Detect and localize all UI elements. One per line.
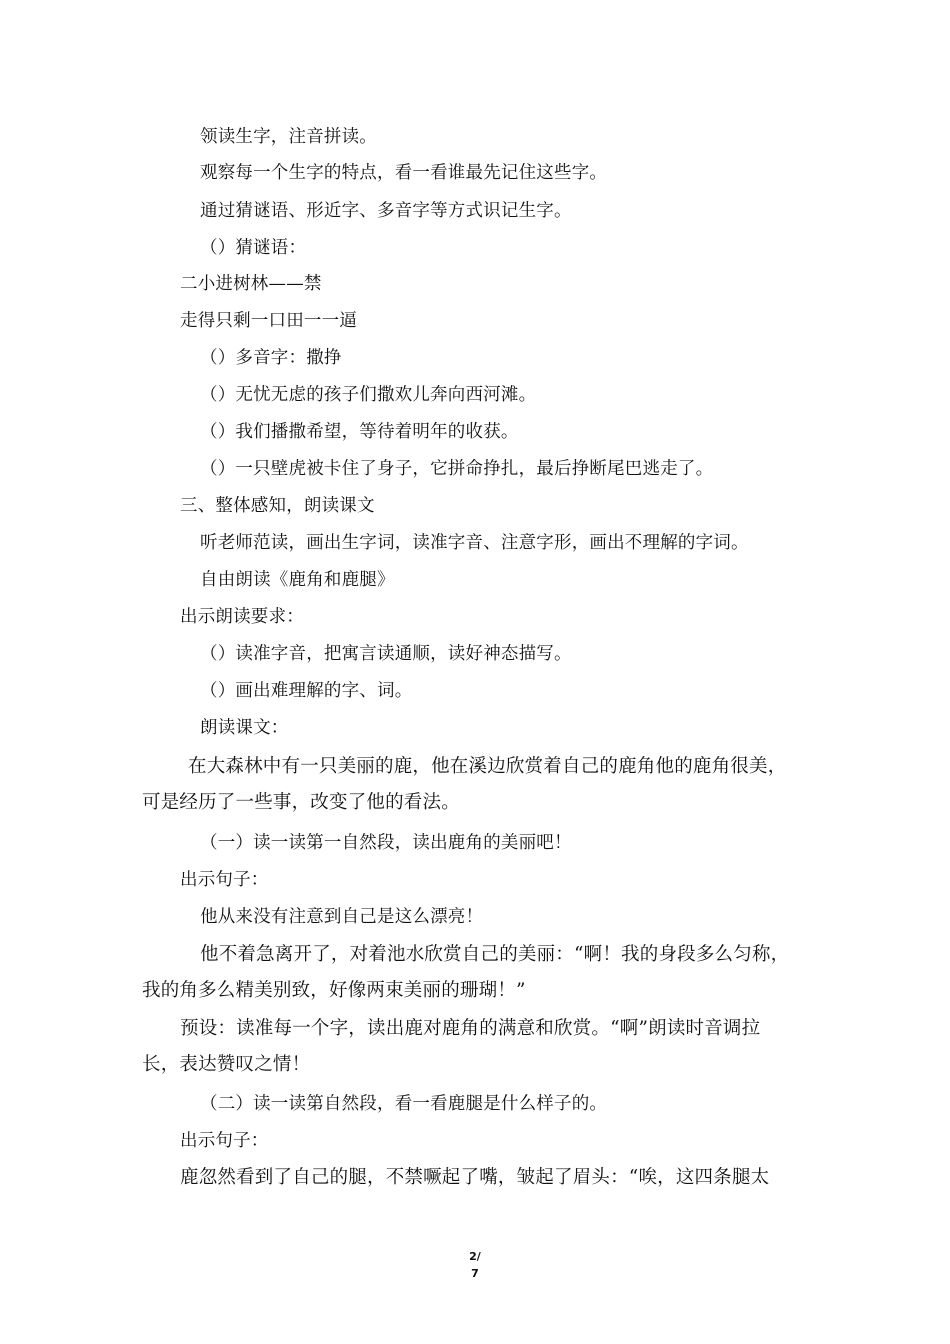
text-line: 观察每一个生字的特点，看一看谁最先记住这些字。	[200, 163, 608, 183]
text-line: （二）读一读第自然段，看一看鹿腿是什么样子的。	[200, 1094, 608, 1114]
text-line: （）无忧无虑的孩子们撒欢儿奔向西河滩。	[200, 385, 537, 405]
text-line: 领读生字，注音拼读。	[200, 127, 377, 147]
text-line: （）读准字音，把寓言读通顺，读好神态描写。	[200, 644, 572, 664]
text-line: 朗读课文：	[200, 718, 289, 738]
text-line: 出示句子：	[180, 1131, 269, 1151]
text-line: 他从来没有注意到自己是这么漂亮！	[200, 907, 484, 927]
text-line: 我的角多么精美别致，好像两束美丽的珊瑚！”	[142, 980, 526, 1001]
text-line: 出示句子：	[180, 870, 269, 890]
text-line: 他不着急离开了，对着池水欣赏自己的美丽：“啊！我的身段多么匀称，	[200, 944, 790, 965]
text-line: 长，表达赞叹之情！	[142, 1054, 311, 1075]
text-line: 自由朗读《鹿角和鹿腿》	[200, 570, 395, 590]
text-line: （一）读一读第一自然段，读出鹿角的美丽吧！	[200, 833, 572, 853]
text-line: 出示朗读要求：	[180, 607, 304, 627]
text-line: 通过猜谜语、形近字、多音字等方式识记生字。	[200, 201, 572, 221]
page-number-current: 2/	[469, 1250, 481, 1263]
text-line: （）多音字：撒挣	[200, 348, 342, 368]
text-line: 听老师范读，画出生字词，读准字音、注意字形，画出不理解的字词。	[200, 533, 749, 553]
page-number-total: 7	[471, 1267, 479, 1280]
text-line: （）我们播撒希望，等待着明年的收获。	[200, 422, 519, 442]
text-line: （）猜谜语：	[200, 238, 307, 258]
text-line: （）一只壁虎被卡住了身子，它拼命挣扎，最后挣断尾巴逃走了。	[200, 459, 714, 479]
text-line: 鹿忽然看到了自己的腿，不禁噘起了嘴，皱起了眉头：“唉，这四条腿太	[180, 1167, 770, 1188]
section-heading: 三、整体感知，朗读课文	[180, 496, 375, 516]
text-line: （）画出难理解的字、词。	[200, 681, 413, 701]
text-line: 二小进树林——禁	[180, 274, 322, 294]
text-line: 预设：读准每一个字，读出鹿对鹿角的满意和欣赏。“啊”朗读时音调拉	[180, 1018, 761, 1039]
text-line: 在大森林中有一只美丽的鹿，他在溪边欣赏着自己的鹿角他的鹿角很美，	[188, 756, 787, 777]
text-line: 可是经历了一些事，改变了他的看法。	[142, 792, 460, 813]
text-line: 走得只剩一口田一一逼	[180, 311, 357, 331]
